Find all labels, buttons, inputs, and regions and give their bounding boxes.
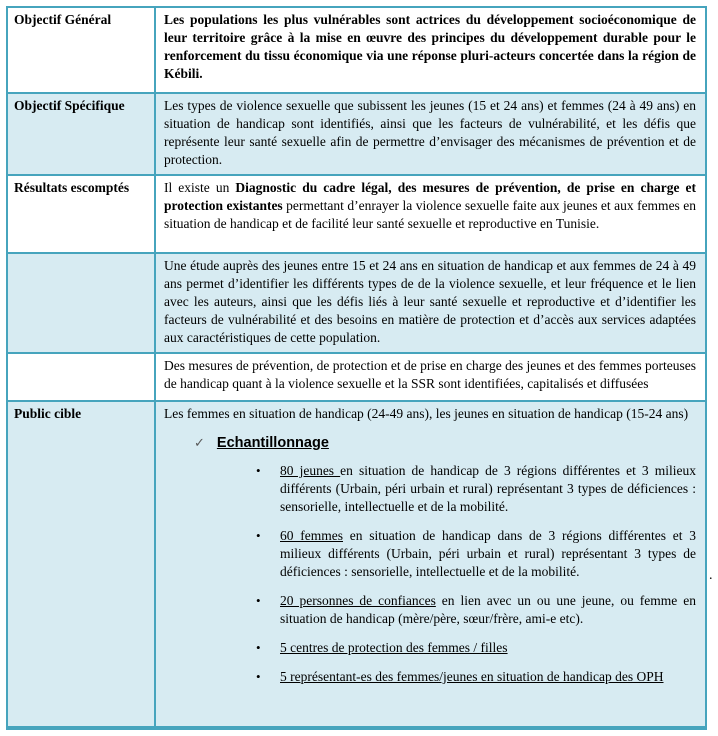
bullet-text	[280, 668, 696, 686]
text-run: Diagnostic du cadre légal, des mesures de prévention, de prise en charge et protection existantes	[164, 180, 696, 213]
text-run: Il existe un	[164, 180, 236, 195]
paragraph	[164, 97, 696, 169]
paragraph	[164, 11, 696, 83]
row-label: Résultats escomptés	[14, 180, 130, 195]
bullet-item	[256, 527, 696, 581]
text-run: 20 personnes de confiances	[280, 593, 436, 608]
row-label-cell	[8, 8, 156, 92]
paragraph	[164, 179, 696, 233]
bullet-icon: •	[256, 463, 261, 478]
row-label-cell	[8, 402, 156, 726]
text-run: Les types de violence sexuelle que subissent les jeunes (15 et 24 ans) et femmes (24 à 49 ans) en situation de handicap sont identifiés, ainsi que les facteurs de vulnérabilité, et les défis que représente leur santé sexuelle afin de permettre d’envisager des mécanismes de prévention et de protection.	[164, 98, 696, 167]
bullet-item	[256, 462, 696, 516]
text-run: Des mesures de prévention, de protection et de prise en charge des jeunes et des femmes porteuses de handicap quant à la violence sexuelle et la SSR sont identifiées, capitalisés et diffusées	[164, 358, 696, 391]
row-content-cell	[156, 254, 705, 352]
row-content-cell	[156, 402, 705, 726]
project-summary-table	[6, 6, 707, 730]
sampling-heading-label: Echantillonnage	[216, 435, 329, 451]
text-run: 5 centres de protection des femmes / filles	[280, 640, 508, 655]
bullet-item	[256, 592, 696, 628]
paragraph	[164, 405, 696, 423]
text-run: permettant d’enrayer la violence sexuelle faite aux jeunes et aux femmes en situation de handicap et de facilité leur santé sexuelle et reproductive en Tunisie.	[164, 198, 697, 231]
check-icon: ✓	[194, 436, 205, 451]
row-content-cell	[156, 176, 705, 252]
bullet-icon: •	[256, 640, 261, 655]
paragraph	[164, 257, 696, 347]
bullet-text	[280, 639, 696, 657]
bullet-item	[256, 639, 696, 657]
row-label: Public cible	[14, 406, 82, 421]
table-row-resultats-escomptes	[8, 174, 705, 252]
bullet-text	[280, 592, 696, 628]
row-label-cell	[8, 354, 156, 400]
row-label-cell	[8, 254, 156, 352]
bullet-icon: •	[256, 593, 261, 608]
text-run: Les populations les plus vulnérables sont actrices du développement socioéconomique de leur territoire grâce à la mise en œuvre des principes du développement durable pour le renforcement du tissu économique via une réponse pluri-acteurs concertée dans la région de Kébili.	[164, 12, 696, 81]
paragraph	[164, 357, 696, 393]
row-label-cell	[8, 94, 156, 174]
text-run: 60 femmes	[280, 528, 343, 543]
bullet-icon: •	[256, 669, 261, 684]
table-row-public-cible	[8, 400, 705, 726]
bullet-item	[256, 668, 696, 686]
text-run: en situation de handicap dans de 3 régions différentes et 3 milieux différents (Urbain, péri urbain et rural) représentant 3 types de déficiences : sensorielle, intellectuelle et de la mobilité.	[280, 528, 696, 579]
row-label: Objectif Général	[14, 12, 112, 27]
row-content-cell	[156, 354, 705, 400]
row-content-cell	[156, 8, 705, 92]
table-row-objectif-general	[8, 8, 705, 92]
row-label-cell	[8, 176, 156, 252]
table-row-resultat-etude	[8, 252, 705, 352]
table-row-resultat-mesures	[8, 352, 705, 400]
text-run: Les femmes en situation de handicap (24-49 ans), les jeunes en situation de handicap (15-24 ans)	[164, 406, 689, 421]
text-run: en situation de handicap de 3 régions différentes et 3 milieux différents (Urbain, péri urbain et rural) représentant 3 types de déficiences : sensorielle, intellectuelle et de la mobilité.	[280, 463, 696, 514]
text-run: 5 représentant-es des femmes/jeunes en situation de handicap des OPH	[280, 669, 664, 684]
bullet-icon: •	[256, 528, 261, 543]
text-run: Une étude auprès des jeunes entre 15 et 24 ans en situation de handicap et aux femmes de 24 à 49 ans permet d’identifier les différents types de de la violence sexuelle, et leur fréquence et le lien avec les auteurs, ainsi que les défis liés à leur santé sexuelle et reproductive et d’identifier les facteurs de vulnérabilité et des besoins en matière de protection et d’accès aux services adaptées aux caractéristiques de cette population.	[164, 258, 696, 345]
row-label: Objectif Spécifique	[14, 98, 125, 113]
text-run: en lien avec un ou une jeune, ou femme en situation de handicap (mère/père, sœur/frère, ami-e etc).	[280, 593, 696, 626]
text-run: 80 jeunes	[280, 463, 341, 478]
bullet-text	[280, 462, 696, 516]
table-row-objectif-specifique	[8, 92, 705, 174]
row-content-cell	[156, 94, 705, 174]
sampling-heading	[194, 435, 696, 451]
stray-period: .	[709, 568, 713, 583]
bullet-text	[280, 527, 696, 581]
